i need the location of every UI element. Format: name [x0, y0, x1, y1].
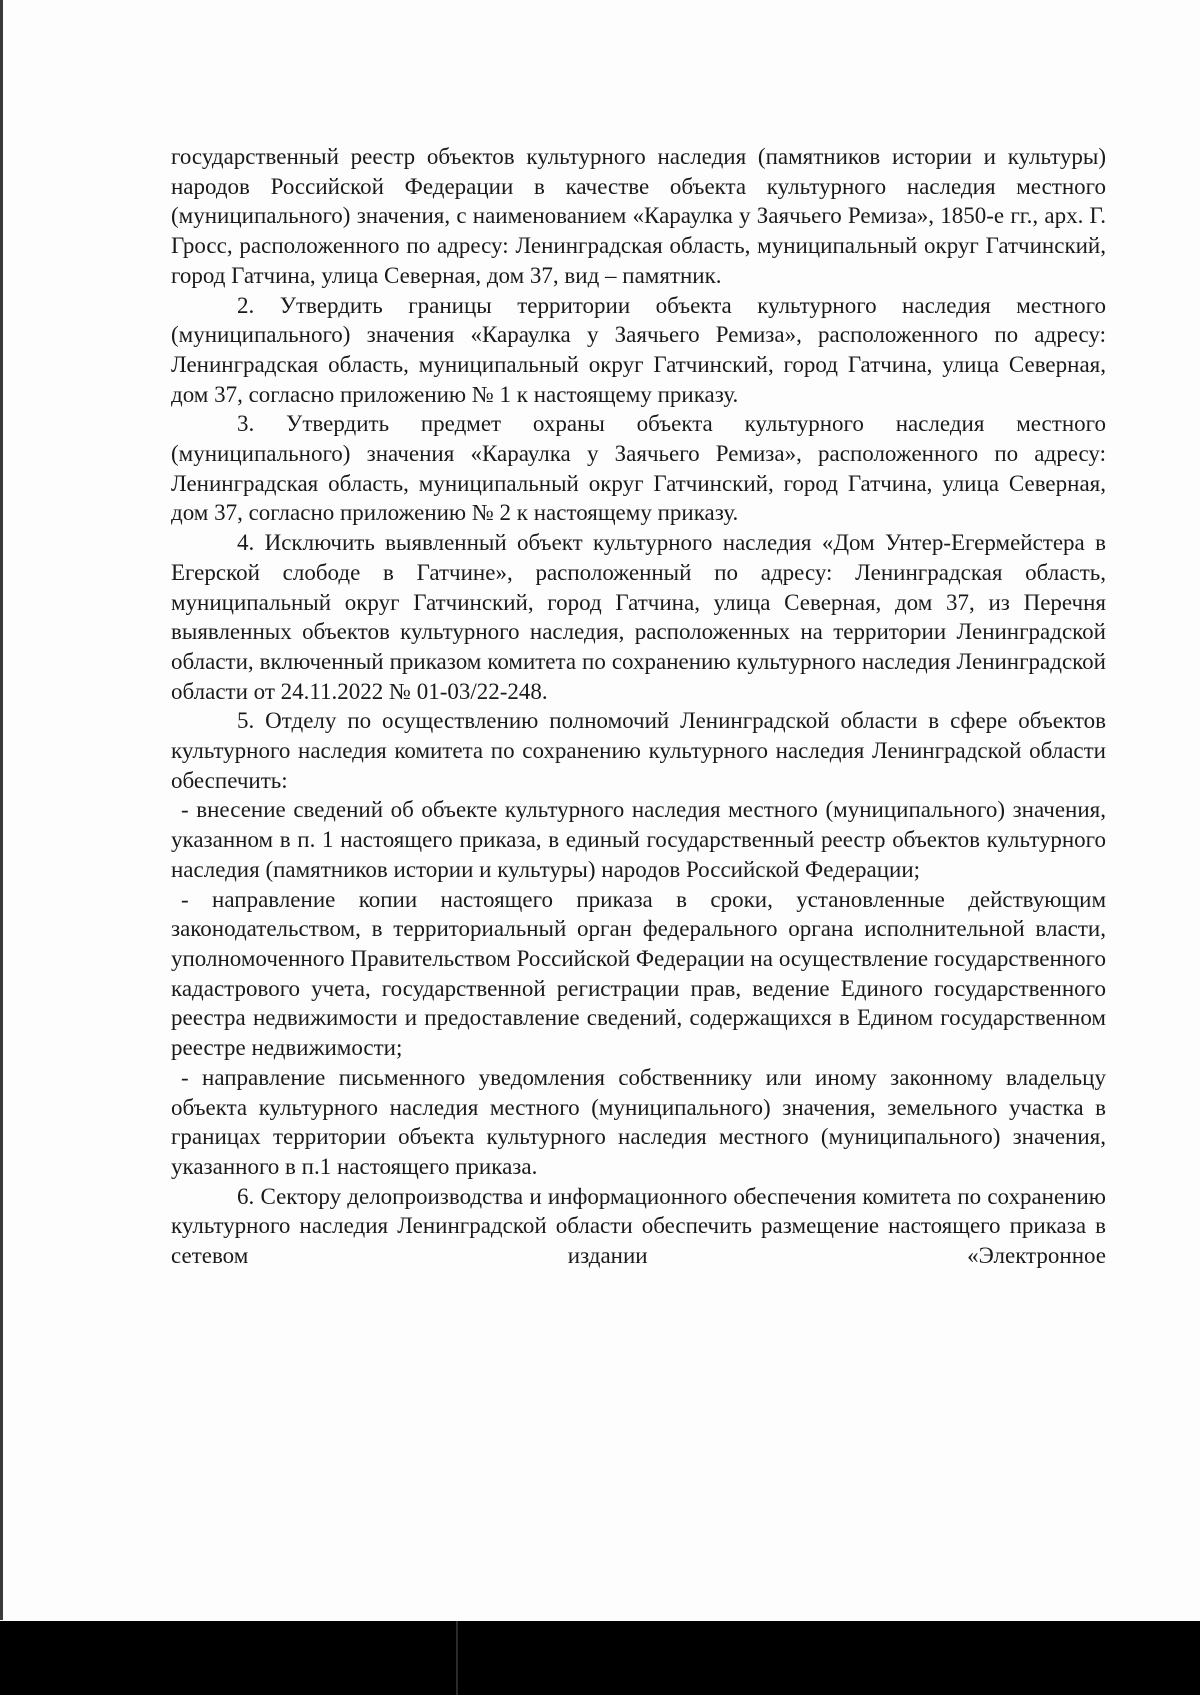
scan-bottom-bar	[0, 1621, 1200, 1695]
paragraph-5-department: 5. Отделу по осуществлению полномочий Ленинградской области в сфере объектов культурного наследия комитета по сохранению культурного наследия Ленинградской области обеспечить:	[171, 708, 1106, 793]
scan-bottom-divider	[456, 1621, 458, 1695]
paragraph-1-continuation: государственный реестр объектов культурного наследия (памятников истории и культуры) народов Российской Федерации в качестве объекта культурного наследия местного (муниципального) значения, с наименованием «Караулка у Заячьего Ремиза», 1850-е гг., арх. Г. Гросс, расположенного по адресу: Ленинградская область, муниципальный округ Гатчинский, город Гатчина, улица Северная, дом 37, вид – памятник.	[171, 144, 1106, 288]
scan-left-edge	[0, 0, 3, 1620]
list-item-copy-direction: - направление копии настоящего приказа в сроки, установленные действующим законодательством, в территориальный орган федерального органа исполнительной власти, уполномоченного Правительством Российской Федерации на осуществление государственного кадастрового учета, государственной регистрации прав, ведение Единого государственного реестра недвижимости и предоставление сведений, содержащихся в Едином государственном реестре недвижимости;	[171, 886, 1106, 1061]
paragraph-4-exclusion: 4. Исключить выявленный объект культурного наследия «Дом Унтер-Егермейстера в Егерской слободе в Гатчине», расположенный по адресу: Ленинградская область, муниципальный округ Гатчинский, город Гатчина, улица Северная, дом 37, из Перечня выявленных объектов культурного наследия, расположенных на территории Ленинградской области, включенный приказом комитета по сохранению культурного наследия Ленинградской области от 24.11.2022 № 01-03/22-248.	[171, 530, 1106, 704]
document-body	[171, 142, 1106, 1271]
list-item-owner-notification: - направление письменного уведомления собственнику или иному законному владельцу объекта культурного наследия местного (муниципального) значения, земельного участка в границах территории объекта культурного наследия местного (муниципального) значения, указанного в п.1 настоящего приказа.	[171, 1064, 1106, 1179]
list-item-registry-entry: - внесение сведений об объекте культурного наследия местного (муниципального) значения, указанном в п. 1 настоящего приказа, в единый государственный реестр объектов культурного наследия (памятников истории и культуры) народов Российской Федерации;	[171, 797, 1106, 882]
paragraph-3-protection-subject: 3. Утвердить предмет охраны объекта культурного наследия местного (муниципального) значения «Караулка у Заячьего Ремиза», расположенного по адресу: Ленинградская область, муниципальный округ Гатчинский, город Гатчина, улица Северная, дом 37, согласно приложению № 2 к настоящему приказу.	[171, 411, 1106, 526]
paragraph-2-boundaries: 2. Утвердить границы территории объекта культурного наследия местного (муниципального) значения «Караулка у Заячьего Ремиза», расположенного по адресу: Ленинградская область, муниципальный округ Гатчинский, город Гатчина, улица Северная, дом 37, согласно приложению № 1 к настоящему приказу.	[171, 292, 1106, 407]
paragraph-6-publication: 6. Сектору делопроизводства и информационного обеспечения комитета по сохранению культурного наследия Ленинградской области обеспечить размещение настоящего приказа в сетевом издании «Электронное	[171, 1183, 1106, 1269]
